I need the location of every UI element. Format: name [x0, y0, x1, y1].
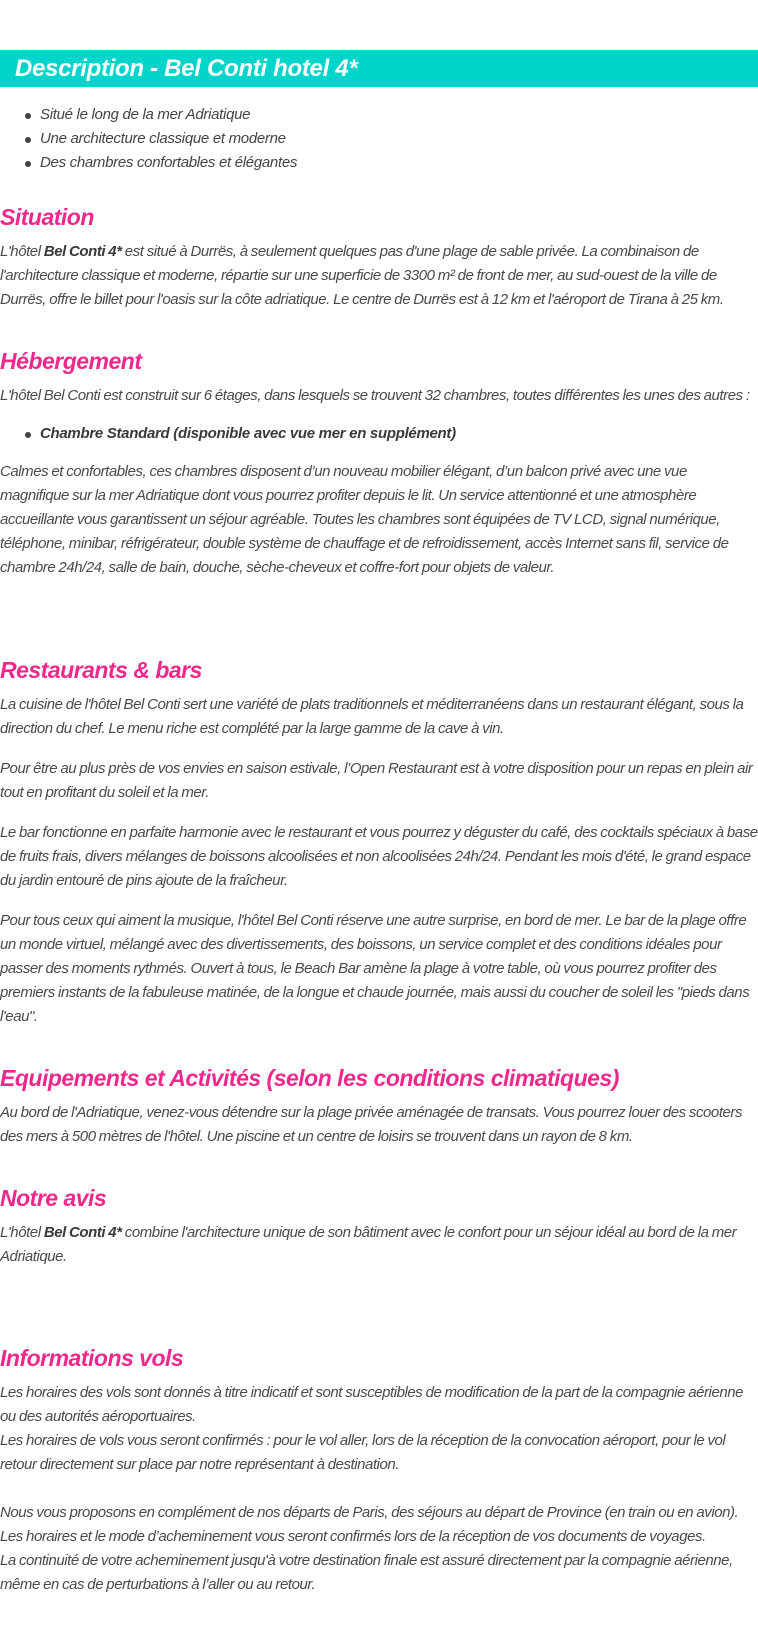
- highlight-item: Situé le long de la mer Adriatique: [0, 103, 297, 127]
- section-heading: Informations vols: [0, 1345, 184, 1371]
- section-heading: Situation: [0, 204, 94, 230]
- highlights-list: [0, 103, 297, 175]
- hotel-name: Bel Conti 4*: [43, 1224, 122, 1241]
- hebergement-intro: L'hôtel Bel Conti est construit sur 6 étages, dans lesquels se trouvent 32 chambres, toutes différentes les unes des autres :: [0, 387, 750, 404]
- restaurant-paragraph: La cuisine de l'hôtel Bel Conti sert une variété de plats traditionnels et méditerranéens dans un restaurant élégant, sous la direction du chef. Le menu riche est complété par la large gamme de la cave à vin.: [0, 696, 744, 737]
- room-description: Calmes et confortables, ces chambres disposent d’un nouveau mobilier élégant, d’un balcon privé avec une vue magnifique sur la mer Adriatique dont vous pourrez profiter depuis le lit. Un service attentionné et une atmosphère accueillante vous garantissent un séjour agréable. Toutes les chambres sont équipées de TV LCD, signal numérique, téléphone, minibar, réfrigérateur, double système de chauffage et de refroidissement, accès Internet sans fil, service de chambre 24h/24, salle de bain, douche, sèche-cheveux et coffre-fort pour objets de valeur.: [0, 463, 729, 576]
- room-type-list: [0, 422, 758, 446]
- section-vols: [0, 1343, 758, 1597]
- hotel-name: Bel Conti 4*: [43, 243, 122, 260]
- vols-paragraph: Les horaires des vols sont donnés à titre indicatif et sont susceptibles de modification de la part de la compagnie aérienne ou des autorités aéroportuaires. Les horaires de vols vous seront confirmés : pour le vol aller, lors de la réception de la convocation aéroport, pour le vol retour directement sur place par notre représentant à destination.: [0, 1384, 744, 1473]
- vols-paragraph: Nous vous proposons en complément de nos départs de Paris, des séjours au départ de Province (en train ou en avion). Les horaires et le mode d’acheminement vous seront confirmés lors de la réception de vos documents de voyages. La continuité de votre acheminement jusqu'à votre destination finale est assuré directement par la compagnie aérienne, même en cas de perturbations à l’aller ou au retour.: [0, 1504, 739, 1593]
- section-equipements: [0, 1063, 758, 1149]
- page-title: Description - Bel Conti hotel 4*: [15, 55, 358, 82]
- bullet-icon: [25, 432, 31, 438]
- section-avis: [0, 1183, 758, 1269]
- avis-paragraph: L'hôtel Bel Conti 4* combine l'architecture unique de son bâtiment avec le confort pour un séjour idéal au bord de la mer Adriatique.: [0, 1224, 737, 1265]
- section-hebergement: [0, 346, 758, 580]
- section-heading: Notre avis: [0, 1185, 107, 1211]
- room-type-item: Chambre Standard (disponible avec vue mer en supplément): [0, 422, 758, 446]
- section-heading: Restaurants & bars: [0, 657, 202, 683]
- section-heading: Equipements et Activités (selon les conditions climatiques): [0, 1065, 619, 1091]
- bullet-icon: [25, 161, 31, 167]
- section-situation: [0, 202, 758, 312]
- situation-paragraph: L'hôtel Bel Conti 4* est situé à Durrës, à seulement quelques pas d'une plage de sable privée. La combinaison de l'architecture classique et moderne, répartie sur une superficie de 3300 m² de front de mer, au sud-ouest de la ville de Durrës, offre le billet pour l'oasis sur la côte adriatique. Le centre de Durrës est à 12 km et l'aéroport de Tirana à 25 km.: [0, 243, 724, 308]
- bullet-icon: [25, 137, 31, 143]
- highlight-item: Des chambres confortables et élégantes: [0, 151, 297, 175]
- section-heading: Hébergement: [0, 348, 142, 374]
- bullet-icon: [25, 113, 31, 119]
- restaurant-paragraph: Le bar fonctionne en parfaite harmonie avec le restaurant et vous pourrez y déguster du café, des cocktails spéciaux à base de fruits frais, divers mélanges de boissons alcoolisées et non alcoolisées 24h/24. Pendant les mois d'été, le grand espace du jardin entouré de pins ajoute de la fraîcheur.: [0, 824, 758, 889]
- description-banner: [0, 50, 758, 87]
- restaurant-paragraph: Pour être au plus près de vos envies en saison estivale, l’Open Restaurant est à votre disposition pour un repas en plein air tout en profitant du soleil et la mer.: [0, 760, 753, 801]
- equipements-paragraph: Au bord de l'Adriatique, venez-vous détendre sur la plage privée aménagée de transats. Vous pourrez louer des scooters des mers à 500 mètres de l'hôtel. Une piscine et un centre de loisirs se trouvent dans un rayon de 8 km.: [0, 1104, 743, 1145]
- highlight-item: Une architecture classique et moderne: [0, 127, 297, 151]
- restaurant-paragraph: Pour tous ceux qui aiment la musique, l'hôtel Bel Conti réserve une autre surprise, en bord de mer. Le bar de la plage offre un monde virtuel, mélangé avec des divertissements, des boissons, un service complet et des conditions idéales pour passer des moments rythmés. Ouvert à tous, le Beach Bar amène la plage à votre table, où vous pourrez profiter des premiers instants de la fabuleuse matinée, de la longue et chaude journée, mais aussi du coucher de soleil les "pieds dans l'eau".: [0, 912, 750, 1025]
- section-restaurants: [0, 655, 758, 1029]
